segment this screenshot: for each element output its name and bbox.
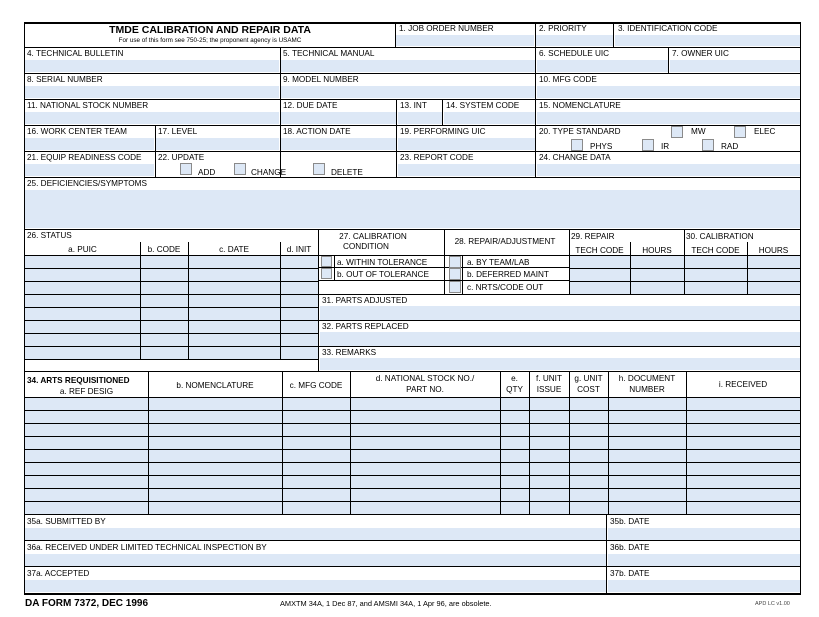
deferred-maint-checkbox[interactable] <box>449 268 461 280</box>
grid-line <box>668 47 669 74</box>
grid-line <box>24 333 319 334</box>
int-input[interactable] <box>398 112 442 124</box>
nsn-part-no-header-2: PART NO. <box>406 385 444 394</box>
form-subtitle: For use of this form see 750-25; the proponent agency is USAMC <box>118 37 302 44</box>
performing-uic-input[interactable] <box>398 138 535 150</box>
priority-label: 2. PRIORITY <box>539 24 587 33</box>
report-code-label: 23. REPORT CODE <box>400 153 474 162</box>
technical-manual-label: 5. TECHNICAL MANUAL <box>283 49 375 58</box>
grid-line <box>155 125 156 178</box>
grid-line <box>569 281 801 282</box>
calibration-label: 30. CALIBRATION <box>686 232 754 241</box>
remarks-input[interactable] <box>320 358 800 370</box>
type-standard-rad-label: RAD <box>721 142 739 151</box>
received-header: i. RECEIVED <box>718 380 768 389</box>
grid-line <box>396 99 397 178</box>
technical-bulletin-input[interactable] <box>25 60 279 72</box>
technical-bulletin-label: 4. TECHNICAL BULLETIN <box>27 49 124 58</box>
grid-line <box>535 22 536 48</box>
grid-line <box>24 359 319 360</box>
type-standard-elec-label: ELEC <box>754 127 776 136</box>
update-delete-checkbox[interactable] <box>313 163 325 175</box>
grid-line <box>535 47 536 178</box>
document-number-header-2: NUMBER <box>629 385 665 394</box>
out-of-tolerance-checkbox[interactable] <box>321 268 332 279</box>
grid-line <box>24 346 319 347</box>
obsolete-note: AMXTM 34A, 1 Dec 87, and AMSMI 34A, 1 Apr 96, are obsolete. <box>280 599 492 608</box>
by-team-lab-checkbox[interactable] <box>449 256 461 268</box>
grid-line <box>24 410 801 411</box>
grid-line <box>686 371 687 515</box>
nomenclature-header: b. NOMENCLATURE <box>176 381 254 390</box>
change-data-label: 24. CHANGE DATA <box>539 153 611 162</box>
type-standard-mw-label: MW <box>691 127 706 136</box>
grid-line <box>318 320 801 321</box>
mfg-code-label: 10. MFG CODE <box>539 75 597 84</box>
grid-line <box>280 47 281 178</box>
status-code-header: b. CODE <box>147 245 181 254</box>
grid-line <box>24 268 319 269</box>
grid-line <box>24 294 319 295</box>
form-number: DA FORM 7372, DEC 1996 <box>25 598 149 609</box>
received-date-label: 36b. DATE <box>610 543 650 552</box>
type-standard-label: 20. TYPE STANDARD <box>539 127 621 136</box>
document-number-header-1: h. DOCUMENT <box>618 374 676 383</box>
technical-manual-input[interactable] <box>281 60 535 72</box>
qty-header-2: QTY <box>506 385 523 394</box>
grid-line <box>24 423 801 424</box>
int-label: 13. INT <box>400 101 427 110</box>
nomenclature-label: 15. NOMENCLATURE <box>539 101 621 110</box>
update-add-label: ADD <box>198 168 216 177</box>
grid-line <box>24 566 801 567</box>
parts-replaced-input[interactable] <box>320 332 800 346</box>
nsn-part-no-header-1: d. NATIONAL STOCK NO./ <box>375 374 475 383</box>
unit-cost-header-1: g. UNIT <box>574 374 603 383</box>
level-input[interactable] <box>156 138 279 150</box>
repair-adjustment-label: 28. REPAIR/ADJUSTMENT <box>454 237 556 246</box>
remarks-label: 33. REMARKS <box>322 348 377 357</box>
parts-requisitioned-grid-input[interactable] <box>25 398 800 514</box>
nomenclature-input[interactable] <box>537 112 800 124</box>
schedule-uic-input[interactable] <box>537 60 668 72</box>
grid-line <box>24 488 801 489</box>
performing-uic-label: 19. PERFORMING UIC <box>400 127 486 136</box>
owner-uic-input[interactable] <box>670 60 800 72</box>
equip-readiness-code-label: 21. EQUIP READINESS CODE <box>27 153 142 162</box>
owner-uic-label: 7. OWNER UIC <box>672 49 729 58</box>
received-by-label: 36a. RECEIVED UNDER LIMITED TECHNICAL INSPECTION BY <box>27 543 267 552</box>
out-of-tolerance-label: b. OUT OF TOLERANCE <box>337 270 429 279</box>
grid-line <box>282 371 283 515</box>
grid-line <box>24 99 801 100</box>
job-order-number-label: 1. JOB ORDER NUMBER <box>399 24 494 33</box>
grid-line <box>24 514 801 515</box>
repair-label: 29. REPAIR <box>571 232 615 241</box>
grid-line <box>462 255 463 295</box>
grid-line <box>24 371 801 372</box>
grid-line <box>569 268 801 269</box>
grid-line <box>569 229 570 295</box>
grid-line <box>24 449 801 450</box>
system-code-input[interactable] <box>444 112 535 124</box>
type-standard-rad-checkbox[interactable] <box>702 139 714 151</box>
within-tolerance-checkbox[interactable] <box>321 256 332 267</box>
status-label: 26. STATUS <box>27 231 72 240</box>
grid-line <box>24 320 319 321</box>
action-date-input[interactable] <box>281 138 396 150</box>
grid-line <box>24 22 25 594</box>
version-label: APD LC v1.00 <box>755 601 790 607</box>
unit-issue-header-2: ISSUE <box>536 385 562 394</box>
within-tolerance-label: a. WITHIN TOLERANCE <box>337 258 428 267</box>
national-stock-number-label: 11. NATIONAL STOCK NUMBER <box>27 101 149 110</box>
grid-line <box>684 229 685 295</box>
update-change-checkbox[interactable] <box>234 163 246 175</box>
grid-line <box>569 294 801 295</box>
due-date-input[interactable] <box>281 112 396 124</box>
type-standard-ir-checkbox[interactable] <box>642 139 654 151</box>
model-number-input[interactable] <box>281 86 535 98</box>
mfg-code-header: c. MFG CODE <box>289 381 343 390</box>
identification-code-input[interactable] <box>615 35 800 46</box>
job-order-number-input[interactable] <box>396 35 534 46</box>
deferred-maint-label: b. DEFERRED MAINT <box>467 270 549 279</box>
submitted-by-input[interactable] <box>25 528 606 540</box>
update-delete-label: DELETE <box>331 168 363 177</box>
received-date-input[interactable] <box>608 554 800 566</box>
status-puic-header: a. PUIC <box>68 245 97 254</box>
report-code-input[interactable] <box>398 164 535 176</box>
unit-issue-header-1: f. UNIT <box>536 374 562 383</box>
national-stock-number-input[interactable] <box>25 112 279 124</box>
grid-line <box>24 475 801 476</box>
ref-desig-header: a. REF DESIG <box>59 387 114 396</box>
grid-line <box>24 151 801 152</box>
accepted-by-label: 37a. ACCEPTED <box>27 569 90 578</box>
grid-line <box>24 255 319 256</box>
grid-line <box>24 73 801 74</box>
grid-line <box>24 307 319 308</box>
work-center-team-input[interactable] <box>25 138 154 150</box>
parts-replaced-label: 32. PARTS REPLACED <box>322 322 409 331</box>
grid-line <box>24 47 801 48</box>
grid-line <box>800 22 801 594</box>
accepted-date-input[interactable] <box>608 580 800 592</box>
submitted-date-label: 35b. DATE <box>610 517 650 526</box>
mfg-code-input[interactable] <box>537 86 800 98</box>
type-standard-mw-checkbox[interactable] <box>671 126 683 138</box>
grid-line <box>24 125 801 126</box>
serial-number-label: 8. SERIAL NUMBER <box>27 75 103 84</box>
level-label: 17. LEVEL <box>158 127 198 136</box>
work-center-team-label: 16. WORK CENTER TEAM <box>27 127 127 136</box>
grid-line <box>569 255 801 256</box>
type-standard-phys-label: PHYS <box>590 142 613 151</box>
type-standard-elec-checkbox[interactable] <box>734 126 746 138</box>
parts-adjusted-input[interactable] <box>320 306 800 320</box>
parts-requisitioned-label: 34. ARTS REQUISITIONED <box>27 376 130 385</box>
type-standard-phys-checkbox[interactable] <box>571 139 583 151</box>
deficiencies-symptoms-input[interactable] <box>25 190 800 228</box>
grid-line <box>24 281 319 282</box>
calibration-tech-code-header: TECH CODE <box>691 246 740 255</box>
qty-header-1: e. <box>511 374 518 383</box>
accepted-date-label: 37b. DATE <box>610 569 650 578</box>
submitted-date-input[interactable] <box>608 528 800 540</box>
accepted-by-input[interactable] <box>25 580 606 592</box>
form-title: TMDE CALIBRATION AND REPAIR DATA <box>109 24 311 36</box>
grid-line <box>442 99 443 126</box>
identification-code-label: 3. IDENTIFICATION CODE <box>618 24 718 33</box>
grid-line <box>24 436 801 437</box>
schedule-uic-label: 6. SCHEDULE UIC <box>539 49 610 58</box>
repair-hours-header: HOURS <box>642 246 672 255</box>
received-by-input[interactable] <box>25 554 606 566</box>
due-date-label: 12. DUE DATE <box>283 101 338 110</box>
system-code-label: 14. SYSTEM CODE <box>446 101 520 110</box>
grid-line <box>24 462 801 463</box>
action-date-label: 18. ACTION DATE <box>283 127 351 136</box>
status-init-header: d. INIT <box>286 245 312 254</box>
grid-line <box>395 22 396 48</box>
serial-number-input[interactable] <box>25 86 279 98</box>
update-add-checkbox[interactable] <box>180 163 192 175</box>
priority-input[interactable] <box>536 35 613 46</box>
grid-line <box>188 242 189 360</box>
grid-line <box>24 540 801 541</box>
nrts-code-out-label: c. NRTS/CODE OUT <box>467 283 544 292</box>
calibration-hours-header: HOURS <box>758 246 789 255</box>
calibration-condition-label-2: CONDITION <box>343 242 389 251</box>
change-data-input[interactable] <box>537 164 800 176</box>
equip-readiness-code-input[interactable] <box>25 164 154 176</box>
repair-tech-code-header: TECH CODE <box>575 246 624 255</box>
grid-line <box>613 22 614 48</box>
model-number-label: 9. MODEL NUMBER <box>283 75 359 84</box>
update-label: 22. UPDATE <box>158 153 205 162</box>
parts-adjusted-label: 31. PARTS ADJUSTED <box>322 296 408 305</box>
grid-line <box>140 242 141 360</box>
grid-line <box>148 371 149 515</box>
grid-line <box>280 242 281 360</box>
grid-line <box>24 593 801 595</box>
calibration-condition-label-1: 27. CALIBRATION <box>339 232 407 241</box>
grid-line <box>24 397 801 398</box>
grid-line <box>606 514 607 594</box>
nrts-code-out-checkbox[interactable] <box>449 281 461 293</box>
by-team-lab-label: a. BY TEAM/LAB <box>467 258 530 267</box>
grid-line <box>318 346 801 347</box>
grid-line <box>334 255 335 281</box>
grid-line <box>24 501 801 502</box>
type-standard-ir-label: IR <box>661 142 670 151</box>
deficiencies-symptoms-label: 25. DEFICIENCIES/SYMPTOMS <box>27 179 147 188</box>
grid-line <box>24 177 801 178</box>
update-change-label: CHANGE <box>251 168 287 177</box>
submitted-by-label: 35a. SUBMITTED BY <box>27 517 106 526</box>
status-date-header: c. DATE <box>219 245 249 254</box>
unit-cost-header-2: COST <box>577 385 600 394</box>
